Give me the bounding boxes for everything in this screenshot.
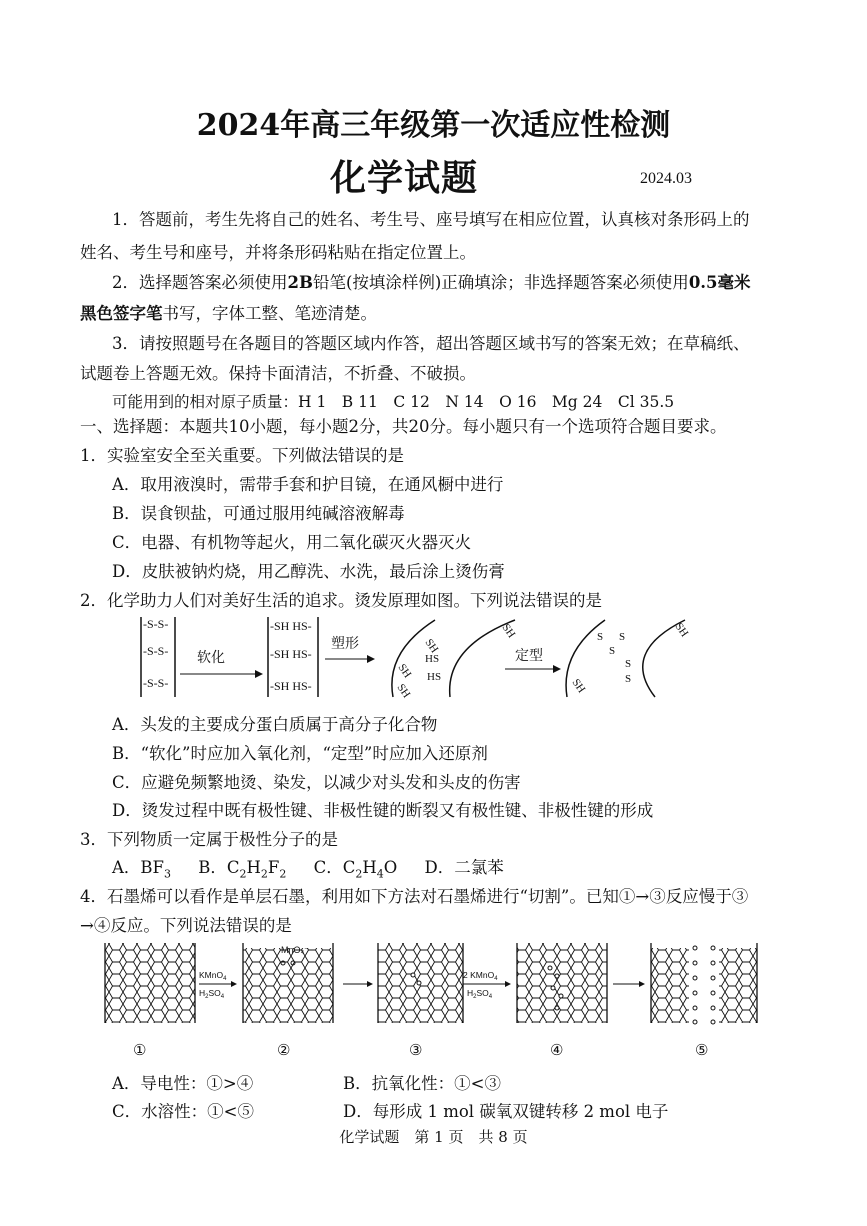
q3-option-d: D．二氯苯 [424, 858, 504, 877]
s-label-4: S [625, 658, 632, 670]
shhs-label-2: -SH HS- [270, 647, 312, 661]
q1-option-c: C．电器、有机物等起火，用二氧化碳灭火器灭火 [112, 533, 472, 552]
note-2a-pre: 2．选择题答案必须使用 [112, 273, 288, 292]
sh-label-1: SH [422, 636, 441, 656]
note-2b-rest: 书写，字体工整、笔迹清楚。 [162, 304, 377, 323]
s-label-3: S [619, 631, 626, 643]
q2-stem: 2．化学助力人们对美好生活的追求。烫发原理如图。下列说法错误的是 [80, 591, 602, 610]
q3-option-b: B．$C_2H_2F_2$ [198, 858, 287, 881]
note-2a-bold1: 2B [287, 273, 313, 292]
q4-option-a: A．导电性：①>④ [112, 1074, 254, 1093]
note-2b-bold: 黑色签字笔 [80, 304, 163, 323]
structure-label-1: ① [133, 1042, 147, 1059]
hs-label-2: HS [427, 671, 442, 683]
reagent-h2so4-2: $H_2SO_4$ [467, 988, 493, 1000]
q3-options [112, 854, 504, 880]
graphene-4 [517, 943, 607, 1023]
q1-option-a: A．取用液溴时，需带手套和护目镜，在通风橱中进行 [112, 475, 504, 494]
s-label-5: S [625, 673, 632, 685]
q2-option-d: D．烫发过程中既有极性键、非极性键的断裂又有极性键、非极性键的形成 [112, 801, 654, 820]
graphene-1 [105, 943, 195, 1023]
mno4-label: MnO₄⁻ [281, 945, 309, 955]
graphene-diagram [95, 938, 785, 1060]
q3-stem: 3．下列物质一定属于极性分子的是 [80, 830, 338, 849]
reagent-kmno4-1: KMnO$_4$ [199, 970, 227, 982]
reagent-kmno4-2: 2 KMnO$_4$ [463, 970, 498, 982]
exam-title: 2024年高三年级第一次适应性检测 [196, 108, 671, 143]
structure-label-3: ③ [409, 1042, 423, 1059]
structure-label-5: ⑤ [695, 1042, 709, 1059]
graphene-5-right [719, 948, 757, 1023]
q4-stem-line2: →④反应。下列说法错误的是 [80, 916, 292, 935]
q1-option-d: D．皮肤被钠灼烧，用乙醇洗、水洗，最后涂上烫伤膏 [112, 562, 505, 581]
note-1a: 1．答题前，考生先将自己的姓名、考生号、座号填写在相应位置，认真核对条形码上的 [112, 210, 750, 229]
hs-label-1: HS [425, 653, 440, 665]
note-2b [80, 297, 377, 330]
shhs-label-3: -SH HS- [270, 679, 312, 693]
sh-label-3: SH [394, 681, 413, 701]
note-3b: 试题卷上答题无效。保持卡面清洁，不折叠、不破损。 [80, 364, 476, 383]
graphene-5-left [651, 948, 689, 1023]
reagent-h2so4-1: $H_2SO_4$ [199, 988, 225, 1000]
sh-label-6: SH [672, 620, 691, 640]
q4-stem-line1: 4．石墨烯可以看作是单层石墨，利用如下方法对石墨烯进行“切割”。已知①→③反应慢于③ [80, 887, 749, 906]
ss-label-1: -S-S- [143, 617, 169, 631]
q3-option-c: C．$C_2H_4O$ [313, 858, 398, 881]
note-1b: 姓名、考生号和座号，并将条形码粘贴在指定位置上。 [80, 243, 476, 262]
q1-option-b: B．误食钡盐，可通过服用纯碱溶液解毒 [112, 504, 405, 523]
atomic-masses: 可能用到的相对原子质量：H 1 B 11 C 12 N 14 O 16 Mg 24 Cl 35.5 [112, 393, 675, 411]
structure-label-2: ② [277, 1042, 291, 1059]
structure-label-4: ④ [550, 1042, 564, 1059]
q2-option-c: C．应避免频繁地烫、染发，以减少对头发和头皮的伤害 [112, 773, 521, 792]
sh-label-4: SH [499, 621, 518, 641]
s-label-2: S [609, 645, 616, 657]
note-2a-bold3: 毫米 [717, 273, 751, 292]
sh-label-2: SH [395, 661, 414, 681]
ss-label-2: -S-S- [143, 644, 169, 658]
q4-option-b: B．抗氧化性：①<③ [343, 1074, 501, 1093]
note-3a: 3．请按照题号在各题目的答题区域内作答，超出答题区域书写的答案无效；在草稿纸、 [112, 334, 750, 353]
exam-date: 2024.03 [640, 170, 692, 187]
section-1-heading: 一、选择题：本题共10小题，每小题2分，共20分。每小题只有一个选项符合题目要求。 [80, 417, 727, 436]
s-label-1: S [597, 631, 604, 643]
shape-label: 塑形 [331, 637, 359, 652]
page-footer: 化学试题 第 1 页 共 8 页 [339, 1128, 528, 1146]
shhs-label-1: -SH HS- [270, 619, 312, 633]
graphene-2 [243, 948, 333, 1023]
q4-option-c: C．水溶性：①<⑤ [112, 1102, 254, 1121]
sh-label-5: SH [569, 676, 588, 696]
subject-title: 化学试题 [330, 157, 479, 199]
q4-option-d: D．每形成 1 mol 碳氧双键转移 2 mol 电子 [343, 1102, 669, 1121]
set-label: 定型 [515, 649, 543, 664]
ss-label-3: -S-S- [143, 676, 169, 690]
soften-label: 软化 [197, 651, 225, 666]
q2-option-a: A．头发的主要成分蛋白质属于高分子化合物 [112, 715, 438, 734]
note-2a-mid: 铅笔(按填涂样例)正确填涂；非选择题答案必须使用 [312, 273, 689, 292]
note-2a-bold2: 0.5 [688, 273, 718, 292]
note-2a [112, 266, 751, 299]
perm-diagram [135, 612, 735, 707]
q2-option-b: B．“软化”时应加入氧化剂，“定型”时应加入还原剂 [112, 744, 488, 763]
q3-option-a: A．$BF_3$ [112, 858, 171, 881]
q1-stem: 1．实验室安全至关重要。下列做法错误的是 [80, 446, 404, 465]
